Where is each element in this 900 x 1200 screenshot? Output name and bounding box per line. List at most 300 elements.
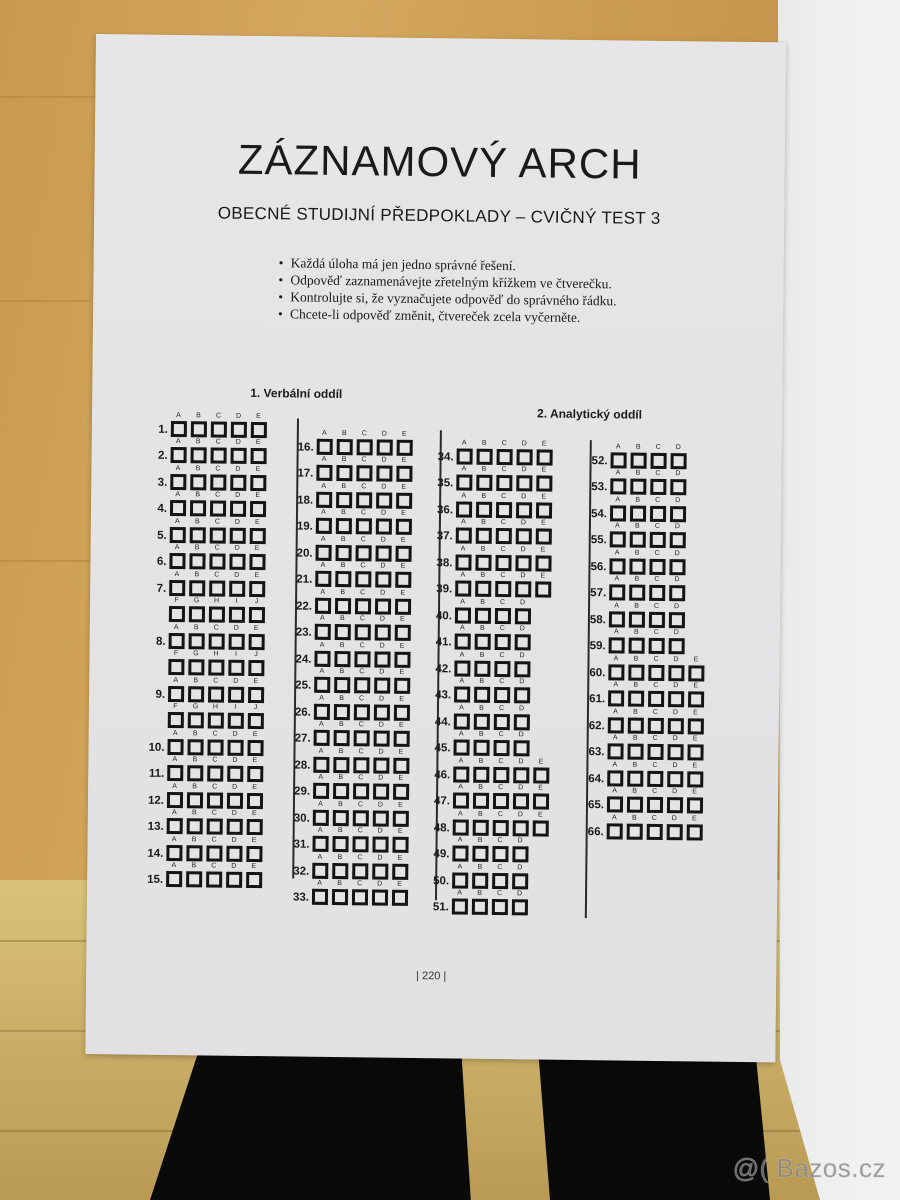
answer-checkbox[interactable] (496, 528, 512, 544)
answer-checkbox[interactable] (356, 492, 372, 508)
answer-checkbox[interactable] (473, 740, 489, 756)
answer-checkbox[interactable] (352, 863, 368, 879)
answer-option[interactable] (532, 811, 552, 837)
answer-checkbox[interactable] (334, 730, 350, 746)
answer-checkbox[interactable] (315, 597, 331, 613)
answer-checkbox[interactable] (512, 846, 528, 862)
answer-checkbox[interactable] (669, 612, 685, 628)
answer-checkbox[interactable] (315, 624, 331, 640)
answer-checkbox[interactable] (170, 500, 186, 516)
answer-option[interactable] (646, 735, 666, 761)
answer-option[interactable] (225, 863, 245, 889)
answer-option[interactable] (228, 571, 248, 597)
answer-checkbox[interactable] (533, 767, 549, 783)
answer-option[interactable] (332, 747, 352, 773)
answer-option[interactable] (452, 810, 472, 836)
answer-checkbox[interactable] (208, 712, 224, 728)
answer-checkbox[interactable] (247, 819, 263, 835)
answer-option[interactable] (647, 682, 667, 708)
answer-option[interactable] (188, 624, 208, 650)
answer-checkbox[interactable] (333, 783, 349, 799)
answer-option[interactable] (355, 483, 375, 509)
answer-option[interactable] (168, 544, 188, 570)
answer-option[interactable] (208, 597, 228, 623)
answer-checkbox[interactable] (475, 554, 491, 570)
answer-checkbox[interactable] (226, 872, 242, 888)
answer-checkbox[interactable] (476, 528, 492, 544)
answer-checkbox[interactable] (668, 665, 684, 681)
answer-option[interactable] (666, 788, 686, 814)
answer-option[interactable] (475, 519, 495, 545)
answer-option[interactable] (206, 783, 226, 809)
answer-checkbox[interactable] (188, 659, 204, 675)
answer-option[interactable] (686, 815, 706, 841)
answer-checkbox[interactable] (376, 518, 392, 534)
answer-checkbox[interactable] (630, 505, 646, 521)
answer-option[interactable] (371, 880, 391, 906)
answer-option[interactable] (608, 575, 628, 601)
answer-checkbox[interactable] (648, 691, 664, 707)
answer-checkbox[interactable] (210, 474, 226, 490)
answer-option[interactable] (494, 625, 514, 651)
answer-option[interactable] (392, 775, 412, 801)
answer-option[interactable] (354, 615, 374, 641)
answer-checkbox[interactable] (650, 479, 666, 495)
answer-checkbox[interactable] (313, 756, 329, 772)
answer-option[interactable] (472, 784, 492, 810)
answer-option[interactable] (315, 482, 335, 508)
answer-checkbox[interactable] (207, 818, 223, 834)
answer-option[interactable] (535, 493, 555, 519)
answer-option[interactable] (473, 651, 493, 677)
answer-option[interactable] (165, 862, 185, 888)
answer-option[interactable] (372, 801, 392, 827)
answer-option[interactable] (353, 668, 373, 694)
answer-option[interactable] (186, 809, 206, 835)
answer-checkbox[interactable] (454, 660, 470, 676)
answer-checkbox[interactable] (191, 447, 207, 463)
answer-option[interactable] (333, 668, 353, 694)
answer-checkbox[interactable] (453, 766, 469, 782)
answer-checkbox[interactable] (189, 553, 205, 569)
answer-option[interactable] (168, 570, 188, 596)
answer-option[interactable] (228, 624, 248, 650)
answer-option[interactable] (454, 545, 474, 571)
answer-checkbox[interactable] (474, 660, 490, 676)
answer-checkbox[interactable] (207, 739, 223, 755)
answer-option[interactable] (475, 466, 495, 492)
answer-option[interactable] (453, 677, 473, 703)
answer-option[interactable] (186, 756, 206, 782)
answer-checkbox[interactable] (316, 465, 332, 481)
answer-checkbox[interactable] (607, 743, 623, 759)
answer-option[interactable] (335, 456, 355, 482)
answer-checkbox[interactable] (375, 571, 391, 587)
answer-checkbox[interactable] (493, 819, 509, 835)
answer-option[interactable] (535, 519, 555, 545)
answer-checkbox[interactable] (535, 555, 551, 571)
answer-option[interactable] (454, 598, 474, 624)
answer-checkbox[interactable] (494, 713, 510, 729)
answer-checkbox[interactable] (168, 712, 184, 728)
answer-option[interactable] (534, 546, 554, 572)
answer-option[interactable] (371, 827, 391, 853)
answer-option[interactable] (492, 731, 512, 757)
answer-checkbox[interactable] (394, 731, 410, 747)
answer-option[interactable] (392, 801, 412, 827)
answer-option[interactable] (393, 695, 413, 721)
answer-option[interactable] (455, 518, 475, 544)
answer-option[interactable] (395, 510, 415, 536)
answer-checkbox[interactable] (190, 527, 206, 543)
answer-checkbox[interactable] (513, 793, 529, 809)
answer-checkbox[interactable] (227, 766, 243, 782)
answer-checkbox[interactable] (374, 704, 390, 720)
answer-checkbox[interactable] (250, 527, 266, 543)
answer-option[interactable] (246, 810, 266, 836)
answer-checkbox[interactable] (627, 797, 643, 813)
answer-option[interactable] (166, 782, 186, 808)
answer-checkbox[interactable] (353, 783, 369, 799)
answer-option[interactable] (210, 412, 230, 438)
answer-checkbox[interactable] (647, 823, 663, 839)
answer-checkbox[interactable] (352, 889, 368, 905)
answer-option[interactable] (394, 616, 414, 642)
answer-option[interactable] (188, 571, 208, 597)
answer-checkbox[interactable] (495, 581, 511, 597)
answer-checkbox[interactable] (354, 677, 370, 693)
answer-checkbox[interactable] (496, 501, 512, 517)
answer-option[interactable] (374, 562, 394, 588)
answer-checkbox[interactable] (647, 744, 663, 760)
answer-checkbox[interactable] (454, 686, 470, 702)
answer-checkbox[interactable] (229, 554, 245, 570)
answer-checkbox[interactable] (313, 809, 329, 825)
answer-checkbox[interactable] (247, 792, 263, 808)
answer-option[interactable] (169, 464, 189, 490)
answer-option[interactable] (627, 708, 647, 734)
answer-checkbox[interactable] (190, 474, 206, 490)
answer-option[interactable] (229, 492, 249, 518)
answer-option[interactable] (205, 836, 225, 862)
answer-option[interactable] (628, 549, 648, 575)
answer-option[interactable] (351, 854, 371, 880)
answer-checkbox[interactable] (688, 691, 704, 707)
answer-checkbox[interactable] (335, 571, 351, 587)
answer-option[interactable] (225, 836, 245, 862)
answer-option[interactable] (334, 562, 354, 588)
answer-option[interactable] (494, 598, 514, 624)
answer-option[interactable] (187, 650, 207, 676)
answer-checkbox[interactable] (189, 606, 205, 622)
answer-option[interactable] (248, 545, 268, 571)
answer-checkbox[interactable] (376, 492, 392, 508)
answer-checkbox[interactable] (607, 796, 623, 812)
answer-checkbox[interactable] (314, 730, 330, 746)
answer-checkbox[interactable] (650, 505, 666, 521)
answer-option[interactable] (228, 545, 248, 571)
answer-option[interactable] (451, 889, 471, 915)
answer-checkbox[interactable] (494, 687, 510, 703)
answer-option[interactable] (336, 429, 356, 455)
answer-option[interactable] (166, 756, 186, 782)
answer-option[interactable] (169, 517, 189, 543)
answer-option[interactable] (476, 439, 496, 465)
answer-checkbox[interactable] (455, 580, 471, 596)
answer-checkbox[interactable] (246, 872, 262, 888)
answer-option[interactable] (392, 748, 412, 774)
answer-option[interactable] (247, 677, 267, 703)
answer-checkbox[interactable] (356, 465, 372, 481)
answer-checkbox[interactable] (630, 479, 646, 495)
answer-option[interactable] (491, 890, 511, 916)
answer-option[interactable] (245, 836, 265, 862)
answer-option[interactable] (667, 709, 687, 735)
answer-checkbox[interactable] (475, 581, 491, 597)
answer-checkbox[interactable] (473, 819, 489, 835)
answer-checkbox[interactable] (515, 555, 531, 571)
answer-checkbox[interactable] (628, 691, 644, 707)
answer-option[interactable] (209, 491, 229, 517)
answer-checkbox[interactable] (227, 739, 243, 755)
answer-option[interactable] (453, 704, 473, 730)
answer-option[interactable] (209, 465, 229, 491)
answer-option[interactable] (165, 835, 185, 861)
answer-checkbox[interactable] (228, 686, 244, 702)
answer-option[interactable] (249, 465, 269, 491)
answer-checkbox[interactable] (332, 862, 348, 878)
answer-option[interactable] (496, 439, 516, 465)
answer-option[interactable] (668, 629, 688, 655)
answer-checkbox[interactable] (316, 491, 332, 507)
answer-checkbox[interactable] (472, 846, 488, 862)
answer-checkbox[interactable] (608, 690, 624, 706)
answer-option[interactable] (474, 598, 494, 624)
answer-checkbox[interactable] (651, 452, 667, 468)
answer-checkbox[interactable] (249, 554, 265, 570)
answer-checkbox[interactable] (167, 738, 183, 754)
answer-checkbox[interactable] (247, 739, 263, 755)
answer-option[interactable] (493, 678, 513, 704)
answer-checkbox[interactable] (207, 792, 223, 808)
answer-option[interactable] (686, 735, 706, 761)
answer-checkbox[interactable] (188, 712, 204, 728)
answer-checkbox[interactable] (187, 792, 203, 808)
answer-checkbox[interactable] (392, 890, 408, 906)
answer-checkbox[interactable] (454, 713, 470, 729)
answer-option[interactable] (393, 669, 413, 695)
answer-option[interactable] (206, 756, 226, 782)
answer-checkbox[interactable] (250, 501, 266, 517)
answer-checkbox[interactable] (377, 439, 393, 455)
answer-checkbox[interactable] (229, 580, 245, 596)
answer-option[interactable] (351, 880, 371, 906)
answer-option[interactable] (456, 439, 476, 465)
answer-checkbox[interactable] (187, 765, 203, 781)
answer-checkbox[interactable] (316, 518, 332, 534)
answer-checkbox[interactable] (647, 770, 663, 786)
answer-checkbox[interactable] (650, 532, 666, 548)
answer-option[interactable] (606, 787, 626, 813)
answer-checkbox[interactable] (333, 809, 349, 825)
answer-checkbox[interactable] (190, 500, 206, 516)
answer-option[interactable] (375, 536, 395, 562)
answer-option[interactable] (187, 703, 207, 729)
answer-option[interactable] (226, 757, 246, 783)
answer-option[interactable] (372, 748, 392, 774)
answer-checkbox[interactable] (231, 421, 247, 437)
answer-checkbox[interactable] (334, 650, 350, 666)
answer-checkbox[interactable] (670, 506, 686, 522)
answer-option[interactable] (629, 496, 649, 522)
answer-checkbox[interactable] (188, 686, 204, 702)
answer-option[interactable] (536, 440, 556, 466)
answer-checkbox[interactable] (494, 660, 510, 676)
answer-checkbox[interactable] (376, 545, 392, 561)
answer-option[interactable] (354, 562, 374, 588)
answer-checkbox[interactable] (335, 597, 351, 613)
answer-checkbox[interactable] (375, 624, 391, 640)
answer-checkbox[interactable] (246, 845, 262, 861)
answer-checkbox[interactable] (251, 448, 267, 464)
answer-checkbox[interactable] (647, 797, 663, 813)
answer-option[interactable] (630, 443, 650, 469)
answer-checkbox[interactable] (376, 465, 392, 481)
answer-checkbox[interactable] (317, 438, 333, 454)
answer-option[interactable] (451, 863, 471, 889)
answer-checkbox[interactable] (453, 739, 469, 755)
answer-checkbox[interactable] (315, 571, 331, 587)
answer-checkbox[interactable] (629, 585, 645, 601)
answer-checkbox[interactable] (372, 889, 388, 905)
answer-checkbox[interactable] (230, 501, 246, 517)
answer-checkbox[interactable] (312, 889, 328, 905)
answer-checkbox[interactable] (473, 793, 489, 809)
answer-option[interactable] (314, 615, 334, 641)
answer-option[interactable] (606, 734, 626, 760)
answer-option[interactable] (311, 827, 331, 853)
answer-option[interactable] (452, 757, 472, 783)
answer-checkbox[interactable] (627, 770, 643, 786)
answer-option[interactable] (472, 731, 492, 757)
answer-checkbox[interactable] (249, 633, 265, 649)
answer-option[interactable] (353, 721, 373, 747)
answer-option[interactable] (186, 783, 206, 809)
answer-checkbox[interactable] (337, 438, 353, 454)
answer-option[interactable] (166, 729, 186, 755)
answer-option[interactable] (668, 576, 688, 602)
answer-option[interactable] (391, 828, 411, 854)
answer-option[interactable] (491, 837, 511, 863)
answer-checkbox[interactable] (477, 448, 493, 464)
answer-option[interactable] (316, 429, 336, 455)
answer-checkbox[interactable] (514, 687, 530, 703)
answer-checkbox[interactable] (668, 691, 684, 707)
answer-checkbox[interactable] (670, 532, 686, 548)
answer-option[interactable] (647, 708, 667, 734)
answer-checkbox[interactable] (396, 466, 412, 482)
answer-checkbox[interactable] (536, 528, 552, 544)
answer-checkbox[interactable] (227, 819, 243, 835)
answer-checkbox[interactable] (493, 740, 509, 756)
answer-checkbox[interactable] (473, 766, 489, 782)
answer-checkbox[interactable] (610, 478, 626, 494)
answer-checkbox[interactable] (229, 633, 245, 649)
answer-checkbox[interactable] (171, 447, 187, 463)
answer-option[interactable] (226, 730, 246, 756)
answer-checkbox[interactable] (374, 730, 390, 746)
answer-checkbox[interactable] (187, 739, 203, 755)
answer-option[interactable] (395, 536, 415, 562)
answer-checkbox[interactable] (394, 704, 410, 720)
answer-checkbox[interactable] (453, 819, 469, 835)
answer-checkbox[interactable] (169, 632, 185, 648)
answer-option[interactable] (205, 862, 225, 888)
answer-checkbox[interactable] (537, 449, 553, 465)
answer-checkbox[interactable] (610, 505, 626, 521)
answer-checkbox[interactable] (394, 651, 410, 667)
answer-checkbox[interactable] (206, 845, 222, 861)
answer-checkbox[interactable] (248, 660, 264, 676)
answer-option[interactable] (609, 496, 629, 522)
answer-option[interactable] (352, 801, 372, 827)
answer-option[interactable] (512, 758, 532, 784)
answer-option[interactable] (513, 705, 533, 731)
answer-option[interactable] (629, 523, 649, 549)
answer-option[interactable] (352, 774, 372, 800)
answer-option[interactable] (375, 483, 395, 509)
answer-checkbox[interactable] (228, 713, 244, 729)
answer-checkbox[interactable] (355, 624, 371, 640)
answer-option[interactable] (492, 757, 512, 783)
answer-checkbox[interactable] (667, 824, 683, 840)
answer-option[interactable] (669, 523, 689, 549)
answer-option[interactable] (250, 439, 270, 465)
answer-option[interactable] (248, 598, 268, 624)
answer-option[interactable] (648, 602, 668, 628)
answer-option[interactable] (373, 695, 393, 721)
answer-option[interactable] (167, 676, 187, 702)
answer-checkbox[interactable] (394, 678, 410, 694)
answer-checkbox[interactable] (687, 824, 703, 840)
answer-option[interactable] (246, 783, 266, 809)
answer-option[interactable] (627, 655, 647, 681)
answer-checkbox[interactable] (608, 717, 624, 733)
answer-option[interactable] (646, 788, 666, 814)
answer-checkbox[interactable] (209, 633, 225, 649)
answer-option[interactable] (188, 597, 208, 623)
answer-checkbox[interactable] (628, 717, 644, 733)
answer-option[interactable] (313, 668, 333, 694)
answer-checkbox[interactable] (687, 771, 703, 787)
answer-checkbox[interactable] (395, 572, 411, 588)
answer-option[interactable] (246, 757, 266, 783)
answer-option[interactable] (627, 682, 647, 708)
answer-option[interactable] (649, 523, 669, 549)
answer-checkbox[interactable] (649, 638, 665, 654)
answer-option[interactable] (372, 774, 392, 800)
answer-checkbox[interactable] (355, 571, 371, 587)
answer-option[interactable] (515, 466, 535, 492)
answer-checkbox[interactable] (608, 664, 624, 680)
answer-option[interactable] (471, 863, 491, 889)
answer-option[interactable] (514, 546, 534, 572)
answer-option[interactable] (669, 497, 689, 523)
answer-option[interactable] (667, 656, 687, 682)
answer-option[interactable] (169, 491, 189, 517)
answer-option[interactable] (454, 571, 474, 597)
answer-checkbox[interactable] (167, 818, 183, 834)
